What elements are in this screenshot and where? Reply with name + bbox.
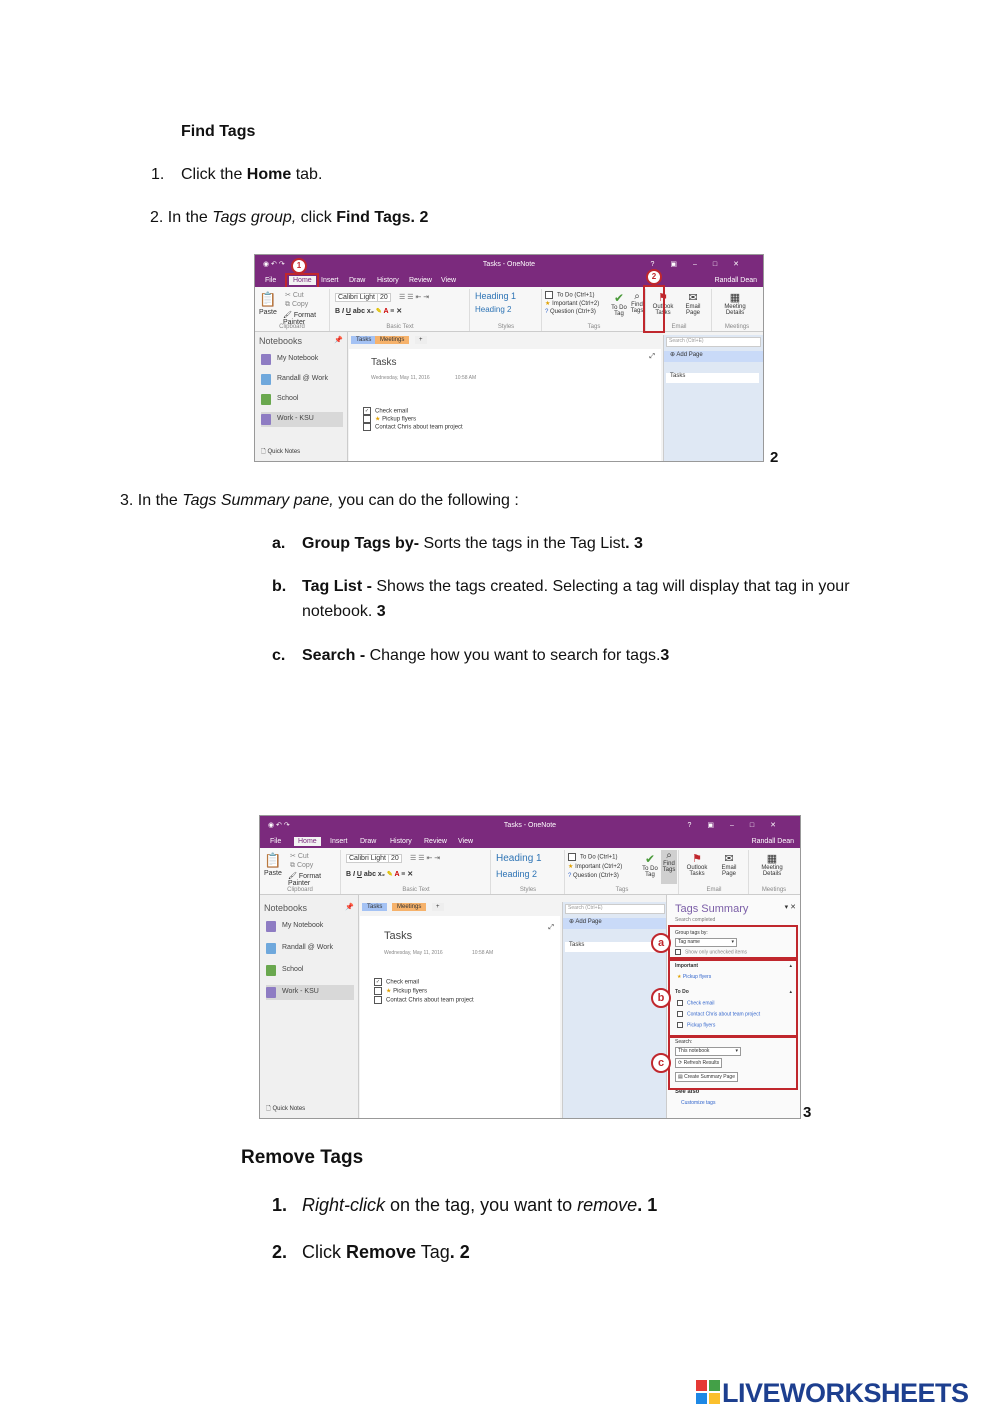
meeting-details-button[interactable]: ▦ Meeting Details	[761, 853, 783, 877]
todo-tag-item[interactable]: Check email	[677, 1000, 715, 1006]
tag-todo[interactable]: To Do (Ctrl+1)	[568, 853, 618, 861]
see-also-header: See also	[675, 1089, 700, 1095]
paste-button[interactable]: Paste	[259, 309, 277, 316]
step-bold: Find Tags. 2	[336, 209, 429, 226]
email-group	[680, 850, 749, 894]
title-bar	[255, 255, 763, 275]
refresh-results-button[interactable]: ⟳ Refresh Results	[675, 1058, 722, 1068]
task-item[interactable]: ✓ Check email	[364, 408, 409, 415]
style-heading-2[interactable]: Heading 2	[475, 305, 512, 314]
figure-3-label: 3	[803, 1104, 812, 1121]
quick-notes-link[interactable]: 🗋 Quick Notes	[266, 1106, 306, 1112]
step-text: 2. In the	[150, 209, 213, 226]
format-icons[interactable]: B I U abc x₂ ✎ A ≡ ✕	[346, 871, 414, 878]
show-unchecked-option[interactable]: Show only unchecked items	[675, 949, 747, 955]
summary-title: Tags Summary	[675, 903, 749, 915]
tab-insert[interactable]: Insert	[321, 277, 339, 284]
meetings-group	[750, 850, 798, 894]
summary-item-a: a. Group Tags by- Sorts the tags in the Tag List. 3	[272, 535, 643, 552]
section-tab-meetings[interactable]: Meetings	[392, 903, 426, 911]
tab-view[interactable]: View	[458, 838, 474, 845]
calendar-icon: ▦	[766, 853, 778, 865]
tab-file[interactable]: File	[265, 277, 277, 284]
notebook-item[interactable]: School	[261, 392, 343, 407]
summary-close-icon[interactable]: ▾ ✕	[784, 904, 796, 911]
collapse-icon[interactable]: ▴	[789, 989, 792, 995]
group-label: Email	[671, 324, 687, 330]
group-label: Basic Text	[402, 887, 430, 893]
format-painter-button[interactable]: 🖌 Format Painter	[283, 312, 317, 326]
page-date: Wednesday, May 11, 2016	[371, 375, 430, 381]
copy-button[interactable]: ⧉ Copy	[290, 862, 314, 869]
tags-group	[543, 289, 646, 331]
notebook-item[interactable]: Work - KSU	[266, 985, 354, 1000]
search-input[interactable]: Search (Ctrl+E)	[565, 904, 665, 914]
page-title[interactable]: Tasks	[384, 930, 413, 942]
tag-todo[interactable]: To Do (Ctrl+1)	[545, 291, 595, 299]
page-list-item[interactable]: Tasks	[666, 373, 759, 383]
paste-icon[interactable]: 📋	[259, 291, 277, 307]
checkbox-checked[interactable]: ✓	[375, 979, 381, 985]
tab-review[interactable]: Review	[409, 277, 432, 284]
page-canvas[interactable]	[360, 916, 560, 1118]
group-by-highlight	[668, 925, 798, 959]
tab-file[interactable]: File	[270, 838, 282, 845]
notebooks-pane	[255, 332, 348, 461]
section-tab-meetings[interactable]: Meetings	[375, 336, 409, 344]
item-letter: b.	[272, 578, 287, 595]
find-step-1	[151, 165, 323, 185]
summary-intro: 3. In the Tags Summary pane, you can do the following :	[120, 492, 519, 509]
font-select[interactable]: Calibri Light	[335, 293, 378, 302]
liveworksheets-logo	[696, 1378, 994, 1408]
page-time: 10:58 AM	[455, 375, 477, 381]
outlook-tasks-button[interactable]: ⚑ Outlook Tasks	[686, 853, 708, 877]
notebook-icon	[261, 354, 271, 365]
item-letter: a.	[272, 535, 286, 552]
pin-icon[interactable]: 📌	[345, 904, 354, 911]
marker-b: b	[651, 988, 671, 1008]
styles-group	[471, 289, 542, 331]
find-tags-button[interactable]: ⌕ Find Tags	[661, 850, 677, 884]
step-number: 1.	[272, 1195, 288, 1215]
remove-step-2: 2. Click Remove Tag. 2	[272, 1242, 470, 1262]
window-title: Tasks - OneNote	[482, 261, 536, 268]
section-tab-tasks[interactable]: Tasks	[362, 903, 387, 911]
group-label: Meetings	[724, 324, 750, 330]
tab-draw[interactable]: Draw	[349, 277, 366, 284]
ribbon	[260, 848, 800, 895]
step-text: tab.	[291, 166, 323, 183]
logo-mark-icon	[696, 1380, 720, 1404]
ribbon-tabs	[260, 836, 800, 848]
chevron-down-icon: ▾	[731, 939, 734, 945]
window-controls[interactable]: ?▣–□✕	[687, 822, 792, 829]
cut-button[interactable]: ✂ Cut	[290, 853, 309, 860]
app-icons: ◉ ↶ ↷	[263, 261, 285, 268]
add-section-button[interactable]: +	[432, 903, 444, 911]
page-date: Wednesday, May 11, 2016	[384, 950, 443, 956]
onenote-screenshot-1	[254, 254, 764, 462]
checkmark-icon: ✔	[644, 852, 656, 866]
notebook-item[interactable]: Randall @ Work	[261, 372, 343, 387]
group-label: Clipboard	[279, 324, 305, 330]
expand-icon[interactable]: ⤢	[548, 924, 554, 931]
find-icon: ⌕	[666, 850, 672, 861]
task-item[interactable]: ★ Pickup flyers	[363, 415, 416, 423]
tag-list-highlight	[668, 959, 798, 1037]
add-section-button[interactable]: +	[415, 336, 427, 344]
outlook-tasks-button[interactable]: ⚑ Outlook Tasks	[652, 292, 674, 316]
figure-2-label: 2	[770, 449, 779, 466]
remove-tags-heading: Remove Tags	[241, 1147, 364, 1168]
quick-notes-link[interactable]: 🗋 Quick Notes	[261, 449, 301, 455]
pages-pane	[562, 902, 667, 1118]
add-page-button[interactable]: ⊕ Add Page	[664, 351, 763, 362]
checkbox-checked[interactable]: ✓	[364, 408, 370, 414]
checkmark-icon: ✔	[613, 291, 625, 305]
checkbox[interactable]	[363, 415, 371, 423]
size-select[interactable]: 20	[377, 293, 391, 302]
app-icons: ◉ ↶ ↷	[268, 822, 290, 829]
marker-c: c	[651, 1053, 671, 1073]
style-heading-1[interactable]: Heading 1	[475, 291, 517, 301]
notebooks-header: Notebooks	[264, 903, 308, 913]
brand-name: LIVEWORKSHEETS	[722, 1378, 969, 1408]
todo-header: To Do	[675, 989, 689, 995]
star-icon: ★	[375, 416, 381, 423]
step-text: click	[296, 209, 337, 226]
find-tags-button[interactable]: ⌕ Find Tags	[630, 291, 644, 314]
group-label: Email	[706, 887, 722, 893]
envelope-icon: ✉	[688, 292, 698, 304]
tab-review[interactable]: Review	[424, 838, 447, 845]
pin-icon[interactable]: 📌	[334, 337, 343, 344]
tab-home[interactable]: Home	[294, 837, 321, 846]
marker-2: 2	[646, 269, 662, 285]
checkbox[interactable]	[374, 987, 382, 995]
todo-tag-button[interactable]: ✔ To Do Tag	[611, 291, 627, 317]
step-italic: Tags group,	[212, 209, 297, 226]
clipboard-group	[255, 289, 330, 331]
customize-tags-link[interactable]: Customize tags	[681, 1100, 716, 1106]
group-label: Tags	[615, 887, 629, 893]
task-item[interactable]: ★ Pickup flyers	[374, 987, 427, 995]
search-input[interactable]: Search (Ctrl+E)	[666, 337, 761, 347]
page-time: 10:58 AM	[472, 950, 494, 956]
basic-text-group	[331, 289, 470, 331]
group-label: Styles	[497, 324, 515, 330]
group-label: Styles	[519, 887, 537, 893]
star-icon: ★	[386, 988, 392, 995]
email-page-button[interactable]: ✉ Email Page	[721, 853, 737, 877]
notebook-item[interactable]: Randall @ Work	[266, 941, 354, 956]
group-label: Tags	[587, 324, 601, 330]
collapse-icon[interactable]: ▴	[789, 963, 792, 969]
important-header: Important	[675, 963, 699, 969]
todo-tag-item[interactable]: Pickup flyers	[677, 1022, 715, 1028]
todo-tag-item[interactable]: Contact Chris about team project	[677, 1011, 760, 1017]
section-tab-tasks[interactable]: Tasks	[351, 336, 376, 344]
page-canvas[interactable]	[349, 349, 661, 461]
group-by-select[interactable]: Tag name ▾	[675, 938, 737, 947]
tag-important[interactable]: ★ Important (Ctrl+2)	[545, 301, 600, 307]
search-highlight	[668, 1036, 798, 1090]
list-icons[interactable]: ☰ ☰ ⇤ ⇥	[399, 294, 430, 301]
group-label: Clipboard	[287, 887, 313, 893]
notebooks-header: Notebooks	[259, 336, 303, 346]
style-heading-2[interactable]: Heading 2	[496, 869, 538, 879]
checkbox[interactable]	[374, 996, 382, 1004]
onenote-screenshot-2	[259, 815, 801, 1119]
chevron-down-icon: ▾	[735, 1048, 738, 1054]
notebook-item[interactable]: My Notebook	[261, 352, 343, 367]
style-heading-1[interactable]: Heading 1	[496, 853, 542, 864]
find-tags-highlight	[643, 285, 665, 333]
marker-a: a	[651, 933, 671, 953]
group-label: Basic Text	[386, 324, 414, 330]
notebook-item[interactable]: Work - KSU	[261, 412, 343, 427]
paste-button[interactable]: Paste	[264, 870, 282, 877]
notebook-icon	[266, 921, 276, 932]
window-controls[interactable]: ?▣–□✕	[650, 261, 755, 268]
notebooks-pane	[260, 895, 359, 1118]
flag-icon: ⚑	[658, 292, 668, 304]
search-label: Search:	[675, 1039, 693, 1045]
page-title[interactable]: Tasks	[371, 357, 397, 368]
tab-history[interactable]: History	[377, 277, 399, 284]
create-summary-button[interactable]: ▤ Create Summary Page	[675, 1072, 738, 1082]
section-tabs	[360, 902, 560, 914]
remove-step-1: 1. Right-click on the tag, you want to remove. 1	[272, 1195, 658, 1215]
tab-history[interactable]: History	[390, 838, 412, 845]
search-status: Search completed	[675, 917, 716, 923]
expand-icon[interactable]: ⤢	[649, 353, 655, 360]
checkbox[interactable]	[363, 423, 371, 431]
notebook-icon	[261, 374, 271, 385]
envelope-icon: ✉	[724, 853, 734, 865]
marker-1: 1	[291, 258, 307, 274]
find-icon: ⌕	[634, 291, 640, 302]
important-tag-item[interactable]: ★ Pickup flyers	[677, 974, 712, 980]
cut-button[interactable]: ✂ Cut	[285, 292, 304, 299]
step-number: 2.	[272, 1242, 288, 1262]
notebook-icon	[261, 414, 271, 425]
meeting-details-button[interactable]: ▦ Meeting Details	[724, 292, 746, 316]
summary-item-c: c. Search - Change how you want to search for tags.3	[272, 647, 670, 664]
summary-item-b: b. Tag List - Shows the tags created. Selecting a tag will display that tag in your	[272, 578, 850, 595]
tab-insert[interactable]: Insert	[330, 838, 348, 845]
tags-group	[566, 850, 679, 894]
summary-item-b-line2: notebook. 3	[302, 603, 386, 620]
group-by-label: Group tags by:	[675, 930, 708, 936]
clipboard-group	[260, 850, 341, 894]
notebook-icon	[266, 943, 276, 954]
pages-pane	[663, 335, 763, 461]
ribbon	[255, 287, 763, 332]
window-title: Tasks - OneNote	[503, 822, 557, 829]
add-page-button[interactable]: ⊕ Add Page	[563, 918, 667, 929]
find-tags-heading: Find Tags	[181, 123, 256, 140]
item-letter: c.	[272, 647, 286, 664]
email-page-button[interactable]: ✉ Email Page	[685, 292, 701, 316]
todo-tag-button[interactable]: ✔ To Do Tag	[642, 852, 658, 878]
notebook-item[interactable]: My Notebook	[266, 919, 354, 934]
step-text: Click the	[181, 166, 247, 183]
font-select[interactable]: Calibri Light	[346, 854, 389, 863]
page-list-item[interactable]: Tasks	[565, 942, 663, 952]
user-name: Randall Dean	[751, 838, 794, 845]
size-select[interactable]: 20	[388, 854, 402, 863]
meetings-group	[713, 289, 761, 331]
notebook-icon	[266, 965, 276, 976]
tab-home[interactable]: Home	[289, 276, 316, 285]
user-name: Randall Dean	[714, 277, 757, 284]
find-step-2	[150, 208, 428, 228]
tag-important[interactable]: ★ Important (Ctrl+2)	[568, 864, 623, 870]
format-icons[interactable]: B I U abc x₂ ✎ A ≡ ✕	[335, 308, 403, 315]
notebook-item[interactable]: School	[266, 963, 354, 978]
step-number: 1.	[151, 166, 165, 183]
basic-text-group	[342, 850, 491, 894]
styles-group	[492, 850, 565, 894]
notebook-icon	[261, 394, 271, 405]
calendar-icon: ▦	[729, 292, 741, 304]
tab-view[interactable]: View	[441, 277, 457, 284]
ribbon-tabs	[255, 275, 763, 287]
paste-icon[interactable]: 📋	[264, 852, 282, 868]
task-item[interactable]: Contact Chris about team project	[363, 423, 463, 431]
task-item[interactable]: Contact Chris about team project	[374, 996, 474, 1004]
search-scope-select[interactable]: This notebook ▾	[675, 1047, 741, 1056]
format-painter-button[interactable]: 🖌 Format Painter	[288, 873, 322, 887]
notebook-icon	[266, 987, 276, 998]
list-icons[interactable]: ☰ ☰ ⇤ ⇥	[410, 855, 441, 862]
tag-question[interactable]: ? Question (Ctrl+3)	[568, 873, 619, 879]
group-label: Meetings	[761, 887, 787, 893]
tab-draw[interactable]: Draw	[360, 838, 377, 845]
title-bar	[260, 816, 800, 836]
section-tabs	[349, 335, 649, 347]
tag-question[interactable]: ? Question (Ctrl+3)	[545, 309, 596, 315]
flag-icon: ⚑	[692, 853, 702, 865]
task-item[interactable]: ✓ Check email	[375, 979, 420, 986]
copy-button[interactable]: ⧉ Copy	[285, 301, 309, 308]
step-bold: Home	[246, 166, 292, 183]
